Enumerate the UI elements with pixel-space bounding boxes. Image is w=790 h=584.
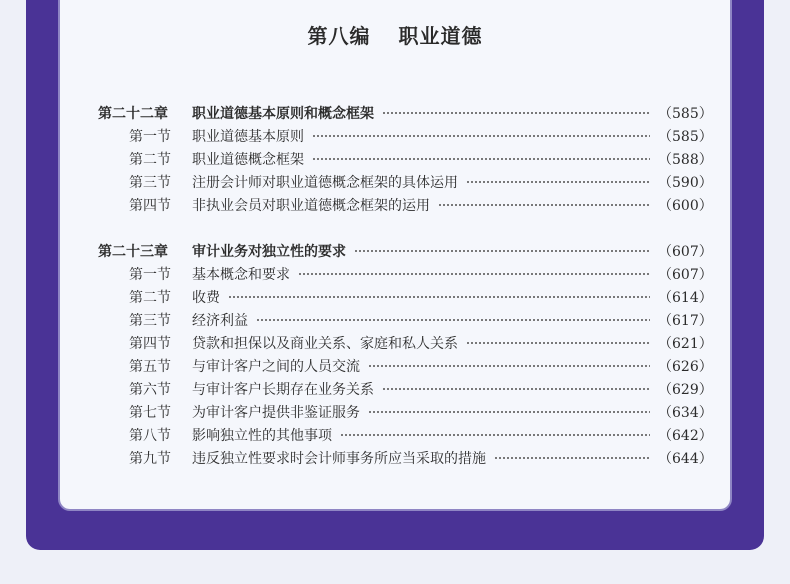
section-title: 注册会计师对职业道德概念框架的具体运用 (192, 174, 458, 191)
section-number: 第二节 (129, 151, 171, 168)
section-title: 职业道德基本原则 (192, 128, 304, 145)
part-name: 职业道德 (398, 24, 483, 48)
section-row[interactable] (98, 308, 713, 331)
section-row[interactable] (98, 331, 713, 354)
page-number: （621） (658, 335, 713, 352)
chapter-number: 第二十三章 (98, 243, 168, 260)
section-title: 贷款和担保以及商业关系、家庭和私人关系 (192, 335, 458, 352)
leader-dots (466, 179, 650, 185)
section-title: 与审计客户长期存在业务关系 (192, 381, 374, 398)
section-row[interactable] (98, 124, 713, 147)
section-title: 违反独立性要求时会计师事务所应当采取的措施 (192, 450, 486, 467)
page-number: （626） (658, 358, 713, 375)
section-number: 第五节 (129, 358, 171, 375)
page-number: （585） (658, 128, 713, 145)
section-row[interactable] (98, 423, 713, 446)
section-row[interactable] (98, 377, 713, 400)
section-number: 第二节 (129, 289, 171, 306)
leader-dots (494, 455, 650, 461)
page-number: （614） (658, 289, 713, 306)
section-title: 为审计客户提供非鉴证服务 (192, 404, 360, 421)
leader-dots (298, 271, 650, 277)
chapter-title: 职业道德基本原则和概念框架 (192, 105, 374, 122)
page-number: （585） (658, 105, 713, 122)
page-number: （629） (658, 381, 713, 398)
section-row[interactable] (98, 147, 713, 170)
section-row[interactable] (98, 446, 713, 469)
section-number: 第一节 (129, 266, 171, 283)
page-number: （607） (658, 266, 713, 283)
leader-dots (228, 294, 650, 300)
page-number: （634） (658, 404, 713, 421)
leader-dots (382, 386, 650, 392)
section-title: 收费 (192, 289, 220, 306)
section-title: 经济利益 (192, 312, 248, 329)
leader-dots (312, 156, 650, 162)
leader-dots (312, 133, 650, 139)
section-row[interactable] (98, 193, 713, 216)
chapter-number: 第二十二章 (98, 105, 168, 122)
leader-dots (354, 248, 650, 254)
leader-dots (368, 363, 650, 369)
leader-dots (438, 202, 650, 208)
page-number: （600） (658, 197, 713, 214)
section-row[interactable] (98, 170, 713, 193)
page-number: （644） (658, 450, 713, 467)
chapter-gap (98, 216, 702, 239)
section-number: 第七节 (129, 404, 171, 421)
leader-dots (368, 409, 650, 415)
section-number: 第四节 (129, 197, 171, 214)
page-number: （642） (658, 427, 713, 444)
section-title: 非执业会员对职业道德概念框架的运用 (192, 197, 430, 214)
section-number: 第四节 (129, 335, 171, 352)
section-row[interactable] (98, 262, 713, 285)
page-number: （588） (658, 151, 713, 168)
section-row[interactable] (98, 354, 713, 377)
table-of-contents (98, 101, 713, 469)
section-title: 职业道德概念框架 (192, 151, 304, 168)
leader-dots (340, 432, 650, 438)
section-number: 第三节 (129, 312, 171, 329)
leader-dots (256, 317, 650, 323)
section-title: 与审计客户之间的人员交流 (192, 358, 360, 375)
part-title (0, 20, 790, 49)
section-number: 第一节 (129, 128, 171, 145)
page-number: （590） (658, 174, 713, 191)
leader-dots (466, 340, 650, 346)
section-row[interactable] (98, 400, 713, 423)
section-title: 基本概念和要求 (192, 266, 290, 283)
section-number: 第六节 (129, 381, 171, 398)
section-title: 影响独立性的其他事项 (192, 427, 332, 444)
section-number: 第三节 (129, 174, 171, 191)
chapter-row[interactable] (98, 101, 713, 124)
section-number: 第八节 (129, 427, 171, 444)
section-number: 第九节 (129, 450, 171, 467)
page-number: （617） (658, 312, 713, 329)
section-row[interactable] (98, 285, 713, 308)
chapter-title: 审计业务对独立性的要求 (192, 243, 346, 260)
leader-dots (382, 110, 650, 116)
page-number: （607） (658, 243, 713, 260)
chapter-row[interactable] (98, 239, 713, 262)
part-number: 第八编 (307, 24, 371, 48)
